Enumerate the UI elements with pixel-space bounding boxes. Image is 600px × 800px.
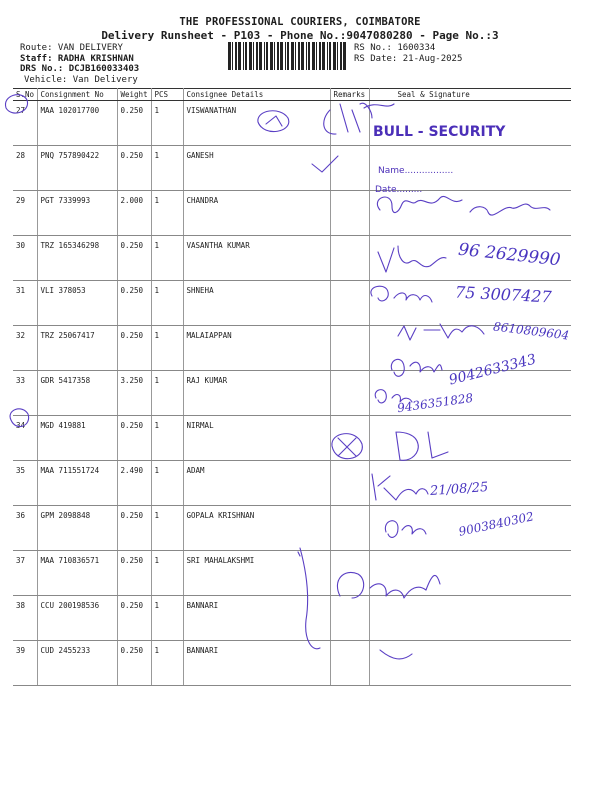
runsheet-subtitle: Delivery Runsheet - P103 - Phone No.:9047080280 - Page No.:3 <box>101 29 499 42</box>
cell-weight: 0.250 <box>117 506 151 551</box>
vehicle-text: Vehicle: Van Delivery <box>24 74 138 85</box>
cell-weight: 3.250 <box>117 371 151 416</box>
cell-consignee: VISWANATHAN <box>183 101 330 146</box>
cell-pcs: 1 <box>151 236 183 281</box>
cell-consignment-no: MAA 710836571 <box>37 551 117 596</box>
cell-sno: 30 <box>13 236 37 281</box>
cell-consignment-no: PNQ 757890422 <box>37 146 117 191</box>
handwritten-phone-row37: 9003840302 <box>457 509 535 539</box>
cell-consignment-no: VLI 378053 <box>37 281 117 326</box>
cell-sno: 35 <box>13 461 37 506</box>
circle-mark-row35 <box>10 409 29 427</box>
col-header-sno: S.No <box>13 89 37 101</box>
handwritten-phone-row34: 9436351828 <box>396 390 474 416</box>
cell-consignment-no: CCU 200198536 <box>37 596 117 641</box>
cell-pcs: 1 <box>151 596 183 641</box>
cell-sno: 27 <box>13 101 37 146</box>
signature-row33 <box>391 359 442 376</box>
cell-sno: 28 <box>13 146 37 191</box>
col-header-consignment: Consignment No <box>37 89 117 101</box>
cell-pcs: 1 <box>151 641 183 686</box>
cell-consignment-no: CUD 2455233 <box>37 641 117 686</box>
cell-pcs: 1 <box>151 506 183 551</box>
cell-sno: 32 <box>13 326 37 371</box>
col-header-pcs: PCS <box>151 89 183 101</box>
cell-weight: 0.250 <box>117 641 151 686</box>
col-header-weight: Weight <box>117 89 151 101</box>
tick-mark-row28 <box>312 156 338 172</box>
cell-weight: 0.250 <box>117 146 151 191</box>
cell-sno: 34 <box>13 416 37 461</box>
col-header-seal: Seal & Signature <box>369 89 571 101</box>
seal-stamp-date-label: Date......... <box>375 185 423 195</box>
cell-consignment-no: TRZ 25067417 <box>37 326 117 371</box>
rs-date-text: RS Date: 21-Aug-2025 <box>354 53 463 64</box>
signature-row35-dl <box>396 432 448 460</box>
col-header-consignee: Consignee Details <box>183 89 330 101</box>
cell-weight: 0.250 <box>117 596 151 641</box>
seal-stamp-name-label: Name................. <box>378 166 454 176</box>
col-header-remarks: Remarks <box>330 89 369 101</box>
signature-row36 <box>372 474 428 500</box>
cell-sno: 39 <box>13 641 37 686</box>
handwritten-phone-row32: 8610809604 <box>492 319 570 343</box>
signature-row29b <box>470 204 550 215</box>
cell-pcs: 1 <box>151 551 183 596</box>
cell-weight: 2.000 <box>117 191 151 236</box>
cell-consignee: BANNARI <box>183 641 330 686</box>
handwritten-phone-row33: 9042633343 <box>447 351 538 389</box>
cell-sno: 36 <box>13 506 37 551</box>
cell-pcs: 1 <box>151 146 183 191</box>
cell-weight: 2.490 <box>117 461 151 506</box>
staff-text: Staff: RADHA KRISHNAN <box>20 53 134 64</box>
ink-dash-row38 <box>298 552 300 556</box>
cell-consignee: SHNEHA <box>183 281 330 326</box>
cell-pcs: 1 <box>151 326 183 371</box>
cell-pcs: 1 <box>151 101 183 146</box>
cell-pcs: 1 <box>151 461 183 506</box>
cell-consignee: RAJ KUMAR <box>183 371 330 416</box>
route-text: Route: VAN DELIVERY <box>20 43 123 53</box>
handwritten-phone-row31: 75 3007427 <box>454 282 553 307</box>
cell-consignee: NIRMAL <box>183 416 330 461</box>
cell-consignment-no: MGD 419881 <box>37 416 117 461</box>
cell-weight: 0.250 <box>117 236 151 281</box>
cell-sno: 31 <box>13 281 37 326</box>
cell-sno: 37 <box>13 551 37 596</box>
signature-row27-cn <box>324 103 394 134</box>
signature-row34 <box>375 390 412 403</box>
cell-sno: 33 <box>13 371 37 416</box>
cell-consignment-no: MAA 711551724 <box>37 461 117 506</box>
cell-consignment-no: PGT 7339993 <box>37 191 117 236</box>
cell-consignee: SRI MAHALAKSHMI <box>183 551 330 596</box>
cell-consignment-no: GPM 2098848 <box>37 506 117 551</box>
cell-consignee: BANNARI <box>183 596 330 641</box>
cell-consignment-no: TRZ 165346298 <box>37 236 117 281</box>
cell-pcs: 1 <box>151 281 183 326</box>
cell-consignee: GANESH <box>183 146 330 191</box>
signature-row35-x-circle <box>332 434 362 459</box>
cell-consignee: CHANDRA <box>183 191 330 236</box>
rs-no-text: RS No.: 1600334 <box>354 43 436 53</box>
cell-weight: 0.250 <box>117 326 151 371</box>
signature-row29 <box>377 196 462 212</box>
signature-row32 <box>398 324 484 340</box>
ink-scribble-bottom <box>380 650 412 659</box>
signature-row31 <box>371 286 432 302</box>
cell-consignee: ADAM <box>183 461 330 506</box>
cell-pcs: 1 <box>151 416 183 461</box>
signature-row30 <box>378 246 446 272</box>
cell-weight: 0.250 <box>117 281 151 326</box>
cell-consignment-no: GDR 5417358 <box>37 371 117 416</box>
cell-sno: 38 <box>13 596 37 641</box>
cell-consignee: GOPALA KRISHNAN <box>183 506 330 551</box>
drs-text: DRS No.: DCJB160033403 <box>20 64 140 74</box>
circle-mark-row27 <box>5 95 27 113</box>
seal-stamp-company: BULL - SECURITY <box>373 124 506 140</box>
signature-row27-circle <box>258 111 289 132</box>
signature-row39 <box>337 572 440 598</box>
handwritten-phone-row30: 96 2629990 <box>457 239 562 271</box>
cell-weight: 0.250 <box>117 101 151 146</box>
cell-weight: 0.250 <box>117 416 151 461</box>
cell-consignee: MALAIAPPAN <box>183 326 330 371</box>
handwritten-date-row36: 21/08/25 <box>429 479 489 500</box>
cell-consignee: VASANTHA KUMAR <box>183 236 330 281</box>
company-title: THE PROFESSIONAL COURIERS, COIMBATORE <box>179 16 421 28</box>
cell-weight: 0.250 <box>117 551 151 596</box>
cell-pcs: 1 <box>151 191 183 236</box>
cell-sno: 29 <box>13 191 37 236</box>
signature-row38-bracket <box>300 548 320 649</box>
signature-row37 <box>385 521 426 538</box>
cell-pcs: 1 <box>151 371 183 416</box>
cell-consignment-no: MAA 102017700 <box>37 101 117 146</box>
